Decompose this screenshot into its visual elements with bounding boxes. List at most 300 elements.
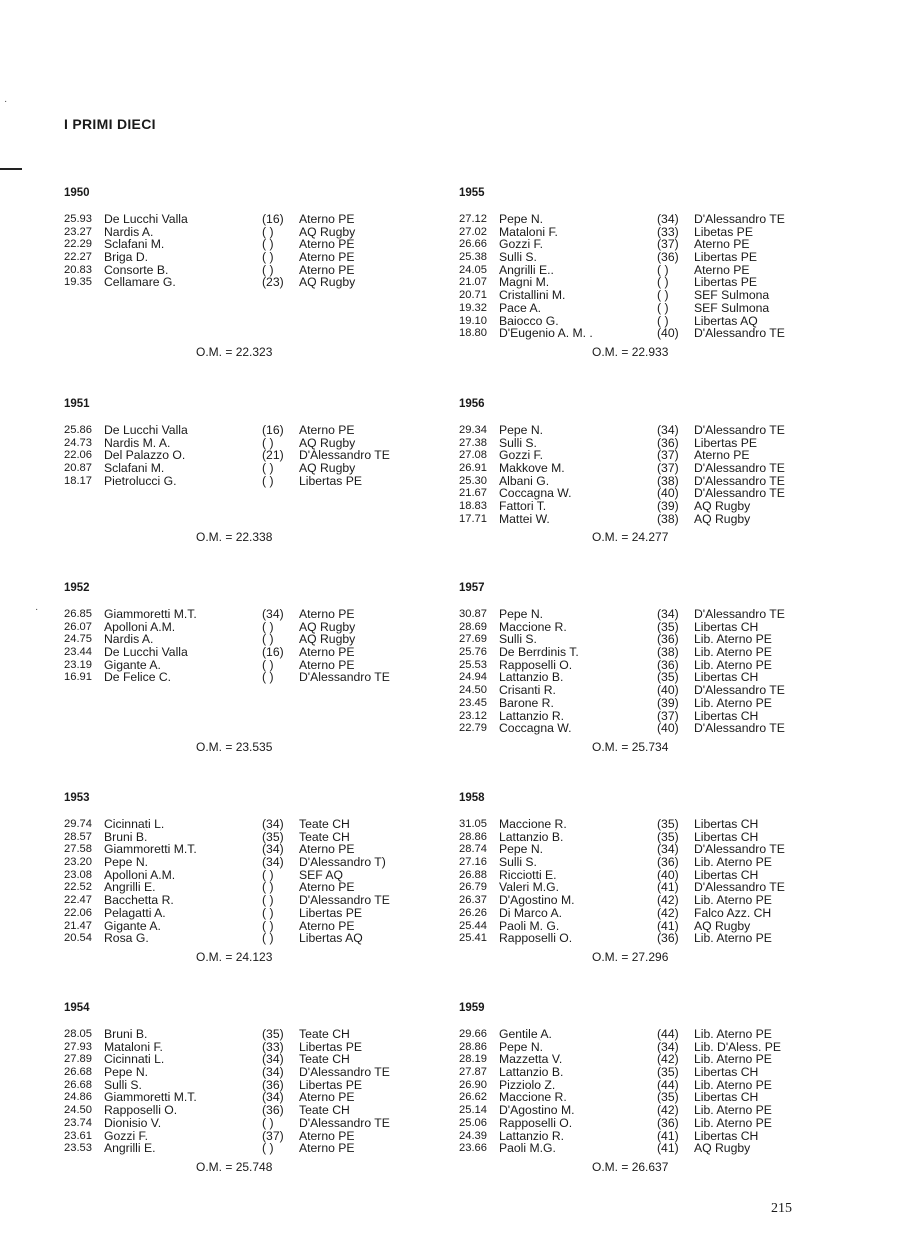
list-item (64, 646, 424, 659)
score: 19.10 (459, 314, 487, 327)
athlete-name: Coccagna W. (499, 721, 572, 736)
birth-year: (41) (657, 1141, 679, 1156)
score: 26.79 (459, 881, 487, 894)
athlete-name: Apolloni A.M. (104, 867, 176, 882)
score: 23.20 (64, 856, 92, 869)
athlete-name: Paoli M.G. (499, 1141, 556, 1156)
birth-year: (42) (657, 893, 679, 908)
athlete-name: De Lucchi Valla (104, 423, 188, 437)
club-name: D'Alessandro TE (694, 461, 785, 476)
birth-year: (16) (262, 212, 284, 226)
year-heading: 1958 (459, 792, 485, 804)
score: 23.53 (64, 1142, 92, 1155)
birth-year: (36) (657, 931, 679, 946)
list-item (459, 818, 819, 831)
list-item (459, 894, 819, 907)
athlete-name: Pepe N. (499, 423, 544, 437)
athlete-name: Cellamare G. (104, 275, 176, 290)
athlete-name: Pepe N. (104, 855, 149, 870)
score: 25.38 (459, 251, 487, 264)
birth-year: (23) (262, 275, 284, 290)
birth-year: ( ) (262, 880, 274, 895)
score: 26.90 (459, 1078, 487, 1091)
club-name: Libertas CH (694, 817, 759, 831)
mean-score (592, 345, 668, 359)
birth-year: (34) (262, 842, 284, 857)
club-name: AQ Rugby (299, 619, 356, 634)
athlete-name: De Felice C. (104, 670, 172, 685)
list-item (459, 1066, 819, 1079)
athlete-name: Sulli S. (499, 250, 537, 265)
club-name: D'Alessandro T) (299, 855, 386, 870)
club-name: Aterno PE (299, 607, 355, 621)
club-name: Libertas PE (694, 435, 758, 450)
club-name: Aterno PE (299, 212, 355, 226)
athlete-name: Pelagatti A. (104, 905, 166, 920)
year-block-1954 (64, 1001, 424, 1155)
year-block-1953 (64, 791, 424, 945)
athlete-name: Apolloni A.M. (104, 619, 176, 634)
score: 24.39 (459, 1129, 487, 1142)
score: 26.91 (459, 462, 487, 475)
score: 22.06 (64, 906, 92, 919)
score: 28.69 (459, 620, 487, 633)
club-name: Lib. Aterno PE (694, 893, 772, 908)
birth-year: ( ) (262, 619, 274, 634)
mean-score (196, 345, 272, 359)
score: 31.05 (459, 818, 487, 830)
list-item (64, 1117, 424, 1130)
athlete-name: Cicinnati L. (104, 1052, 165, 1067)
birth-year: (40) (657, 326, 679, 341)
score: 19.32 (459, 301, 487, 314)
score: 22.27 (64, 251, 92, 264)
athlete-name: Rapposelli O. (499, 657, 573, 672)
score: 26.37 (459, 894, 487, 907)
athlete-name: Lattanzio B. (499, 670, 564, 685)
birth-year: (38) (657, 645, 679, 660)
club-name: AQ Rugby (299, 461, 356, 476)
birth-year: (36) (657, 657, 679, 672)
score: 26.26 (459, 906, 487, 919)
score: 25.06 (459, 1116, 487, 1129)
score: 23.19 (64, 658, 92, 671)
birth-year: ( ) (262, 918, 274, 933)
club-name: Aterno PE (299, 262, 355, 277)
athlete-name: Rapposelli O. (499, 1115, 573, 1130)
birth-year: (37) (657, 708, 679, 723)
club-name: Lib. Aterno PE (694, 1103, 772, 1118)
score: 24.50 (64, 1104, 92, 1117)
score: 21.47 (64, 919, 92, 932)
club-name: D'Alessandro TE (694, 326, 785, 341)
birth-year: (36) (657, 435, 679, 450)
score: 20.71 (459, 289, 487, 302)
athlete-name: Gozzi F. (104, 1128, 149, 1143)
club-name: Lib. Aterno PE (694, 1115, 772, 1130)
birth-year: (21) (262, 448, 284, 463)
entry-list (459, 608, 819, 735)
score: 27.02 (459, 225, 487, 238)
athlete-name: Sclafani M. (104, 461, 165, 476)
club-name: Teate CH (299, 1052, 350, 1067)
club-name: Lib. Aterno PE (694, 855, 772, 870)
score: 22.47 (64, 894, 92, 907)
score: 21.67 (459, 487, 487, 500)
athlete-name: Fattori T. (499, 499, 547, 514)
birth-year: ( ) (262, 435, 274, 450)
birth-year: (41) (657, 880, 679, 895)
mean-score-value: 22.338 (235, 530, 273, 544)
list-item (459, 856, 819, 869)
score: 27.16 (459, 856, 487, 869)
club-name: Aterno PE (299, 842, 355, 857)
score: 26.66 (459, 238, 487, 251)
club-name: D'Alessandro TE (694, 880, 785, 895)
athlete-name: Makkove M. (499, 461, 565, 476)
entry-list (459, 818, 819, 945)
birth-year: ( ) (262, 224, 274, 239)
athlete-name: Lattanzio R. (499, 708, 565, 723)
birth-year: (41) (657, 918, 679, 933)
entry-list (64, 213, 424, 289)
list-item (64, 856, 424, 869)
club-name: Libertas PE (299, 1077, 363, 1092)
athlete-name: Gigante A. (104, 657, 161, 672)
athlete-name: De Berrdinis T. (499, 645, 579, 660)
athlete-name: Barone R. (499, 695, 554, 710)
club-name: Libertas CH (694, 1128, 759, 1143)
score: 20.54 (64, 932, 92, 945)
club-name: Lib. Aterno PE (694, 645, 772, 660)
birth-year: ( ) (262, 931, 274, 946)
year-heading: 1955 (459, 187, 485, 199)
athlete-name: Baiocco G. (499, 313, 559, 328)
club-name: Aterno PE (299, 918, 355, 933)
score: 25.53 (459, 658, 487, 671)
club-name: D'Alessandro TE (694, 423, 785, 437)
list-item (459, 513, 819, 526)
list-item (459, 462, 819, 475)
birth-year: (34) (262, 607, 284, 621)
athlete-name: Gozzi F. (499, 448, 544, 463)
score: 22.52 (64, 881, 92, 894)
club-name: D'Alessandro TE (299, 670, 390, 685)
birth-year: (38) (657, 473, 679, 488)
club-name: Lib. Aterno PE (694, 657, 772, 672)
athlete-name: Paoli M. G. (499, 918, 560, 933)
athlete-name: Ricciotti E. (499, 867, 557, 882)
club-name: Lib. Aterno PE (694, 1077, 772, 1092)
mean-score-value: 25.748 (235, 1160, 273, 1174)
birth-year: (34) (657, 1039, 679, 1054)
year-block-1950 (64, 186, 424, 289)
birth-year: ( ) (262, 262, 274, 277)
year-heading: 1959 (459, 1002, 485, 1014)
birth-year: ( ) (657, 262, 669, 277)
mean-score-label: O.M. (592, 950, 618, 964)
mean-score-equals: = (225, 950, 233, 964)
birth-year: (35) (262, 829, 284, 844)
score: 18.83 (459, 500, 487, 513)
score: 27.12 (459, 213, 487, 225)
club-name: AQ Rugby (299, 435, 356, 450)
score: 23.44 (64, 646, 92, 659)
birth-year: (36) (262, 1077, 284, 1092)
mean-score (196, 950, 272, 964)
club-name: D'Alessandro TE (694, 721, 785, 736)
birth-year: (36) (657, 1115, 679, 1130)
athlete-name: Bruni B. (104, 829, 148, 844)
club-name: D'Alessandro TE (299, 1065, 390, 1080)
score: 23.12 (459, 709, 487, 722)
birth-year: (35) (657, 1090, 679, 1105)
birth-year: ( ) (262, 461, 274, 476)
athlete-name: Cicinnati L. (104, 817, 165, 831)
birth-year: (34) (262, 817, 284, 831)
list-item (459, 1117, 819, 1130)
club-name: AQ Rugby (299, 632, 356, 647)
club-name: D'Alessandro TE (694, 683, 785, 698)
mean-score (592, 950, 668, 964)
mean-score-label: O.M. (196, 1160, 222, 1174)
club-name: Teate CH (299, 829, 350, 844)
mean-score (592, 1160, 668, 1174)
score: 27.58 (64, 843, 92, 856)
mean-score-label: O.M. (592, 1160, 618, 1174)
club-name: Libertas CH (694, 670, 759, 685)
birth-year: (38) (657, 511, 679, 526)
score: 23.66 (459, 1142, 487, 1155)
birth-year: (35) (657, 670, 679, 685)
birth-year: (35) (657, 619, 679, 634)
birth-year: (40) (657, 486, 679, 501)
club-name: Libertas CH (694, 1090, 759, 1105)
athlete-name: Maccione R. (499, 817, 567, 831)
mean-score-label: O.M. (592, 740, 618, 754)
year-block-1958 (459, 791, 819, 945)
mean-score-value: 22.933 (631, 345, 669, 359)
birth-year: ( ) (262, 1141, 274, 1156)
athlete-name: D'Agostino M. (499, 893, 575, 908)
athlete-name: Nardis A. (104, 224, 154, 239)
mean-score-label: O.M. (592, 345, 618, 359)
athlete-name: Dionisio V. (104, 1115, 162, 1130)
mean-score-value: 23.535 (235, 740, 273, 754)
list-item (459, 722, 819, 735)
birth-year: (37) (262, 1128, 284, 1143)
score: 23.45 (459, 696, 487, 709)
birth-year: (36) (657, 855, 679, 870)
mean-score-value: 27.296 (631, 950, 669, 964)
club-name: Falco Azz. CH (694, 905, 772, 920)
mean-score-label: O.M. (196, 530, 222, 544)
athlete-name: Rosa G. (104, 931, 149, 946)
birth-year: (36) (262, 1103, 284, 1118)
score: 25.30 (459, 474, 487, 487)
score: 21.07 (459, 276, 487, 289)
list-item (64, 932, 424, 945)
birth-year: ( ) (262, 657, 274, 672)
athlete-name: Di Marco A. (499, 905, 562, 920)
birth-year: (40) (657, 721, 679, 736)
athlete-name: Cristallini M. (499, 288, 566, 303)
club-name: D'Alessandro TE (694, 212, 785, 226)
birth-year: (39) (657, 695, 679, 710)
club-name: Aterno PE (694, 448, 750, 463)
year-heading: 1953 (64, 792, 90, 804)
list-item (459, 608, 819, 621)
athlete-name: Giammoretti M.T. (104, 1090, 197, 1105)
athlete-name: Mataloni F. (499, 224, 558, 239)
athlete-name: Lattanzio R. (499, 1128, 565, 1143)
year-block-1956 (459, 397, 819, 526)
entry-list (64, 608, 424, 684)
year-heading: 1952 (64, 582, 90, 594)
year-block-1957 (459, 581, 819, 735)
list-item (64, 1028, 424, 1041)
score: 25.93 (64, 213, 92, 225)
club-name: D'Alessandro TE (299, 1115, 390, 1130)
score: 20.83 (64, 263, 92, 276)
club-name: Lib. Aterno PE (694, 931, 772, 946)
birth-year: ( ) (262, 632, 274, 647)
birth-year: (34) (262, 1065, 284, 1080)
club-name: SEF AQ (299, 867, 344, 882)
athlete-name: Del Palazzo O. (104, 448, 186, 463)
birth-year: (37) (657, 237, 679, 252)
athlete-name: Albani G. (499, 473, 550, 488)
birth-year: ( ) (262, 473, 274, 488)
athlete-name: Pepe N. (499, 842, 544, 857)
birth-year: ( ) (262, 905, 274, 920)
list-item (459, 500, 819, 513)
athlete-name: Mataloni F. (104, 1039, 163, 1054)
athlete-name: Pepe N. (499, 212, 544, 226)
club-name: D'Alessandro TE (299, 448, 390, 463)
list-item (459, 289, 819, 302)
club-name: Libertas PE (299, 473, 363, 488)
score: 26.68 (64, 1078, 92, 1091)
athlete-name: Pepe N. (104, 1065, 149, 1080)
club-name: Teate CH (299, 1027, 350, 1041)
athlete-name: Pepe N. (499, 607, 544, 621)
list-item (64, 608, 424, 621)
score: 28.57 (64, 830, 92, 843)
club-name: Aterno PE (299, 1141, 355, 1156)
club-name: Libertas CH (694, 619, 759, 634)
birth-year: (33) (657, 224, 679, 239)
club-name: Libertas CH (694, 829, 759, 844)
score: 29.34 (459, 424, 487, 436)
mean-score-equals: = (621, 345, 629, 359)
score: 26.07 (64, 620, 92, 633)
club-name: Libertas PE (694, 275, 758, 290)
year-block-1959 (459, 1001, 819, 1155)
mean-score-equals: = (225, 1160, 233, 1174)
score: 26.88 (459, 868, 487, 881)
athlete-name: Giammoretti M.T. (104, 842, 197, 857)
year-heading: 1956 (459, 398, 485, 410)
score: 24.94 (459, 671, 487, 684)
list-item (64, 462, 424, 475)
club-name: D'Alessandro TE (694, 486, 785, 501)
birth-year: (34) (262, 1090, 284, 1105)
score: 27.87 (459, 1066, 487, 1079)
club-name: Libertas AQ (299, 931, 363, 946)
entry-list (64, 424, 424, 487)
athlete-name: Mattei W. (499, 511, 550, 526)
score: 22.06 (64, 449, 92, 462)
list-item (459, 1028, 819, 1041)
score: 28.86 (459, 1040, 487, 1053)
score: 28.74 (459, 843, 487, 856)
club-name: Aterno PE (299, 237, 355, 252)
club-name: Lib. Aterno PE (694, 632, 772, 647)
club-name: Aterno PE (299, 880, 355, 895)
birth-year: (40) (657, 867, 679, 882)
year-heading: 1957 (459, 582, 485, 594)
score: 24.50 (459, 684, 487, 697)
page-number: 215 (771, 1201, 792, 1216)
score: 18.80 (459, 327, 487, 340)
club-name: Aterno PE (299, 645, 355, 660)
club-name: Aterno PE (694, 237, 750, 252)
mean-score-equals: = (225, 740, 233, 754)
athlete-name: D'Agostino M. (499, 1103, 575, 1118)
birth-year: (42) (657, 1052, 679, 1067)
birth-year: (16) (262, 423, 284, 437)
mean-score-label: O.M. (592, 530, 618, 544)
list-item (64, 475, 424, 488)
score: 28.05 (64, 1028, 92, 1040)
mean-score-value: 25.734 (631, 740, 669, 754)
score: 24.73 (64, 436, 92, 449)
birth-year: ( ) (657, 300, 669, 315)
mean-score (196, 740, 272, 754)
athlete-name: Coccagna W. (499, 486, 572, 501)
list-item (64, 424, 424, 437)
club-name: Aterno PE (299, 423, 355, 437)
list-item (64, 1142, 424, 1155)
score: 19.35 (64, 276, 92, 289)
mean-score (196, 530, 272, 544)
club-name: Aterno PE (299, 1090, 355, 1105)
score: 23.74 (64, 1116, 92, 1129)
list-item (459, 302, 819, 315)
birth-year: ( ) (262, 670, 274, 685)
page-title: I PRIMI DIECI (64, 116, 156, 132)
mean-score (592, 530, 668, 544)
club-name: D'Alessandro TE (694, 607, 785, 621)
birth-year: (37) (657, 448, 679, 463)
athlete-name: Lattanzio B. (499, 1065, 564, 1080)
list-item (459, 907, 819, 920)
birth-year: (35) (262, 1027, 284, 1041)
club-name: Libetas PE (694, 224, 753, 239)
athlete-name: Pace A. (499, 300, 542, 315)
club-name: AQ Rugby (299, 224, 356, 239)
club-name: Libertas PE (299, 905, 363, 920)
list-item (459, 251, 819, 264)
list-item (64, 276, 424, 289)
list-item (64, 907, 424, 920)
list-item (459, 424, 819, 437)
mean-score-label: O.M. (196, 950, 222, 964)
birth-year: (36) (657, 632, 679, 647)
birth-year: (35) (657, 1065, 679, 1080)
score: 26.85 (64, 608, 92, 620)
